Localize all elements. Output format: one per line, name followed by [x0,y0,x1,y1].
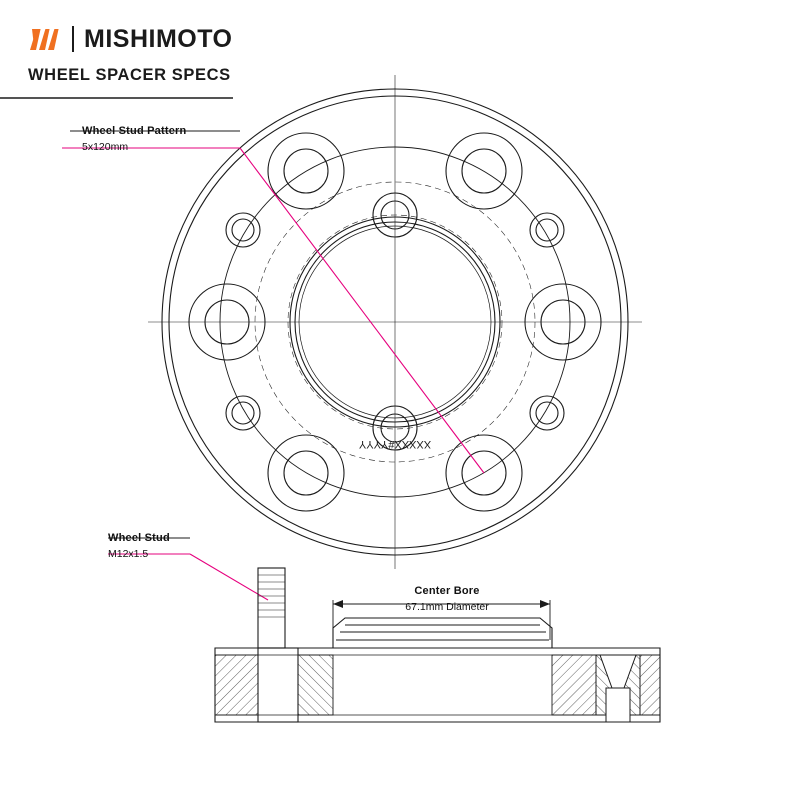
callout-value: M12x1.5 [108,548,149,560]
engraved-part-code: XXXXX#YYYY [358,438,432,450]
callout-wheel-stud [108,532,170,560]
callout-center-bore [333,585,561,613]
callout-wheel-stud-pattern [82,125,186,153]
front-view-group [148,75,642,569]
page-title: WHEEL SPACER SPECS [28,66,231,84]
callout-value: 5x120mm [82,141,129,153]
leader-wheel-stud-pattern [62,131,484,473]
brand-name: MISHIMOTO [84,24,233,53]
callout-value: 67.1mm Diameter [405,601,489,613]
callout-title: Wheel Stud Pattern [82,125,187,137]
callout-title: Wheel Stud [108,532,170,544]
callout-title: Center Bore [414,585,480,597]
